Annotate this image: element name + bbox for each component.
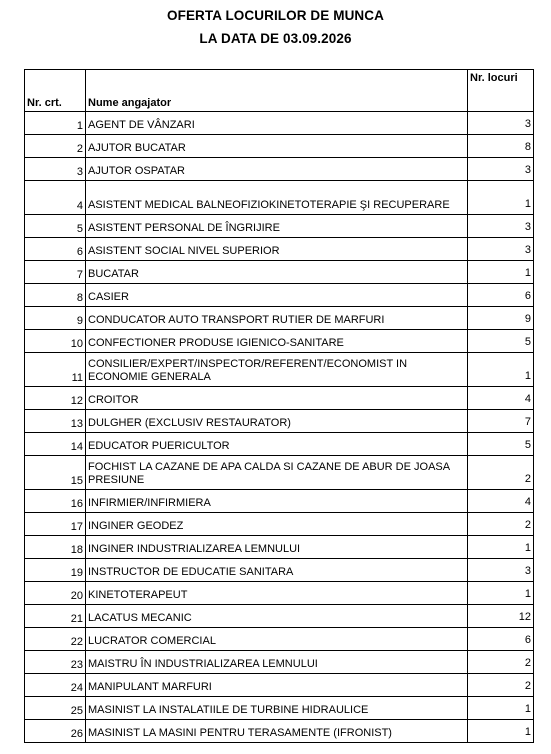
- employer-job-title: MANIPULANT MARFURI: [86, 674, 468, 697]
- row-number: 25: [25, 697, 86, 720]
- job-count: 1: [468, 353, 534, 387]
- row-number: 2: [25, 135, 86, 158]
- row-number: 16: [25, 490, 86, 513]
- job-count: 6: [468, 284, 534, 307]
- table-row: [25, 112, 534, 135]
- table-row: [25, 433, 534, 456]
- document-date: LA DATA DE 03.09.2026: [199, 31, 352, 46]
- table-row: [25, 261, 534, 284]
- header-nr-crt: Nr. crt.: [25, 70, 86, 112]
- employer-job-title: MASINIST LA MASINI PENTRU TERASAMENTE (IFRONIST): [86, 720, 468, 743]
- row-number: 8: [25, 284, 86, 307]
- row-number: 13: [25, 410, 86, 433]
- header-nr-locuri: Nr. locuri: [468, 70, 534, 112]
- table-row: [25, 697, 534, 720]
- job-count: 8: [468, 135, 534, 158]
- table-row: [25, 720, 534, 743]
- table-row: [25, 158, 534, 181]
- table-row: [25, 410, 534, 433]
- job-count: 1: [468, 181, 534, 215]
- employer-job-title: EDUCATOR PUERICULTOR: [86, 433, 468, 456]
- employer-job-title: DULGHER (EXCLUSIV RESTAURATOR): [86, 410, 468, 433]
- job-count: 12: [468, 605, 534, 628]
- employer-job-title: INSTRUCTOR DE EDUCATIE SANITARA: [86, 559, 468, 582]
- job-count: 3: [468, 112, 534, 135]
- row-number: 21: [25, 605, 86, 628]
- row-number: 18: [25, 536, 86, 559]
- row-number: 15: [25, 456, 86, 490]
- table-row: [25, 387, 534, 410]
- table-row: [25, 674, 534, 697]
- job-count: 3: [468, 559, 534, 582]
- table-row: [25, 181, 534, 215]
- row-number: 6: [25, 238, 86, 261]
- employer-job-title: INGINER GEODEZ: [86, 513, 468, 536]
- employer-job-title: MASINIST LA INSTALATIILE DE TURBINE HIDRAULICE: [86, 697, 468, 720]
- table-row: [25, 605, 534, 628]
- table-row: [25, 628, 534, 651]
- job-count: 1: [468, 536, 534, 559]
- row-number: 7: [25, 261, 86, 284]
- table-row: [25, 490, 534, 513]
- job-count: 1: [468, 697, 534, 720]
- job-count: 3: [468, 215, 534, 238]
- employer-job-title: AGENT DE VÂNZARI: [86, 112, 468, 135]
- row-number: 9: [25, 307, 86, 330]
- table-row: [25, 651, 534, 674]
- employer-job-title: AJUTOR OSPATAR: [86, 158, 468, 181]
- employer-job-title: ASISTENT SOCIAL NIVEL SUPERIOR: [86, 238, 468, 261]
- table-row: [25, 215, 534, 238]
- row-number: 22: [25, 628, 86, 651]
- table-row: [25, 536, 534, 559]
- table-body: [25, 112, 534, 743]
- row-number: 11: [25, 353, 86, 387]
- job-count: 4: [468, 490, 534, 513]
- job-count: 3: [468, 238, 534, 261]
- row-number: 12: [25, 387, 86, 410]
- table-row: [25, 135, 534, 158]
- row-number: 26: [25, 720, 86, 743]
- row-number: 1: [25, 112, 86, 135]
- table-row: [25, 582, 534, 605]
- row-number: 10: [25, 330, 86, 353]
- job-count: 6: [468, 628, 534, 651]
- row-number: 23: [25, 651, 86, 674]
- employer-job-title: INFIRMIER/INFIRMIERA: [86, 490, 468, 513]
- row-number: 20: [25, 582, 86, 605]
- table-row: [25, 238, 534, 261]
- table-row: [25, 330, 534, 353]
- employer-job-title: LUCRATOR COMERCIAL: [86, 628, 468, 651]
- row-number: 17: [25, 513, 86, 536]
- employer-job-title: CONDUCATOR AUTO TRANSPORT RUTIER DE MARFURI: [86, 307, 468, 330]
- table-row: [25, 513, 534, 536]
- table-row: [25, 353, 534, 387]
- table-row: [25, 307, 534, 330]
- employer-job-title: AJUTOR BUCATAR: [86, 135, 468, 158]
- table-row: [25, 284, 534, 307]
- row-number: 5: [25, 215, 86, 238]
- employer-job-title: CROITOR: [86, 387, 468, 410]
- employer-job-title: CONSILIER/EXPERT/INSPECTOR/REFERENT/ECONOMIST IN ECONOMIE GENERALA: [86, 353, 468, 387]
- row-number: 4: [25, 181, 86, 215]
- employer-job-title: CASIER: [86, 284, 468, 307]
- employer-job-title: ASISTENT MEDICAL BALNEOFIZIOKINETOTERAPIE ŞI RECUPERARE: [86, 181, 468, 215]
- job-count: 3: [468, 158, 534, 181]
- table-header-row: [25, 70, 534, 112]
- job-count: 5: [468, 433, 534, 456]
- job-count: 7: [468, 410, 534, 433]
- row-number: 3: [25, 158, 86, 181]
- header-nume-angajator: Nume angajator: [86, 70, 468, 112]
- table-row: [25, 559, 534, 582]
- employer-job-title: MAISTRU ÎN INDUSTRIALIZAREA LEMNULUI: [86, 651, 468, 674]
- job-count: 5: [468, 330, 534, 353]
- job-count: 1: [468, 261, 534, 284]
- job-count: 2: [468, 456, 534, 490]
- row-number: 24: [25, 674, 86, 697]
- row-number: 19: [25, 559, 86, 582]
- employer-job-title: ASISTENT PERSONAL DE ÎNGRIJIRE: [86, 215, 468, 238]
- employer-job-title: KINETOTERAPEUT: [86, 582, 468, 605]
- jobs-table: [24, 69, 534, 743]
- document-title: OFERTA LOCURILOR DE MUNCA: [167, 8, 384, 23]
- job-count: 9: [468, 307, 534, 330]
- employer-job-title: LACATUS MECANIC: [86, 605, 468, 628]
- employer-job-title: CONFECTIONER PRODUSE IGIENICO-SANITARE: [86, 330, 468, 353]
- job-count: 2: [468, 651, 534, 674]
- job-count: 4: [468, 387, 534, 410]
- employer-job-title: BUCATAR: [86, 261, 468, 284]
- table-row: [25, 456, 534, 490]
- job-count: 2: [468, 674, 534, 697]
- job-count: 1: [468, 720, 534, 743]
- employer-job-title: INGINER INDUSTRIALIZAREA LEMNULUI: [86, 536, 468, 559]
- row-number: 14: [25, 433, 86, 456]
- employer-job-title: FOCHIST LA CAZANE DE APA CALDA SI CAZANE DE ABUR DE JOASA PRESIUNE: [86, 456, 468, 490]
- job-count: 2: [468, 513, 534, 536]
- job-count: 1: [468, 582, 534, 605]
